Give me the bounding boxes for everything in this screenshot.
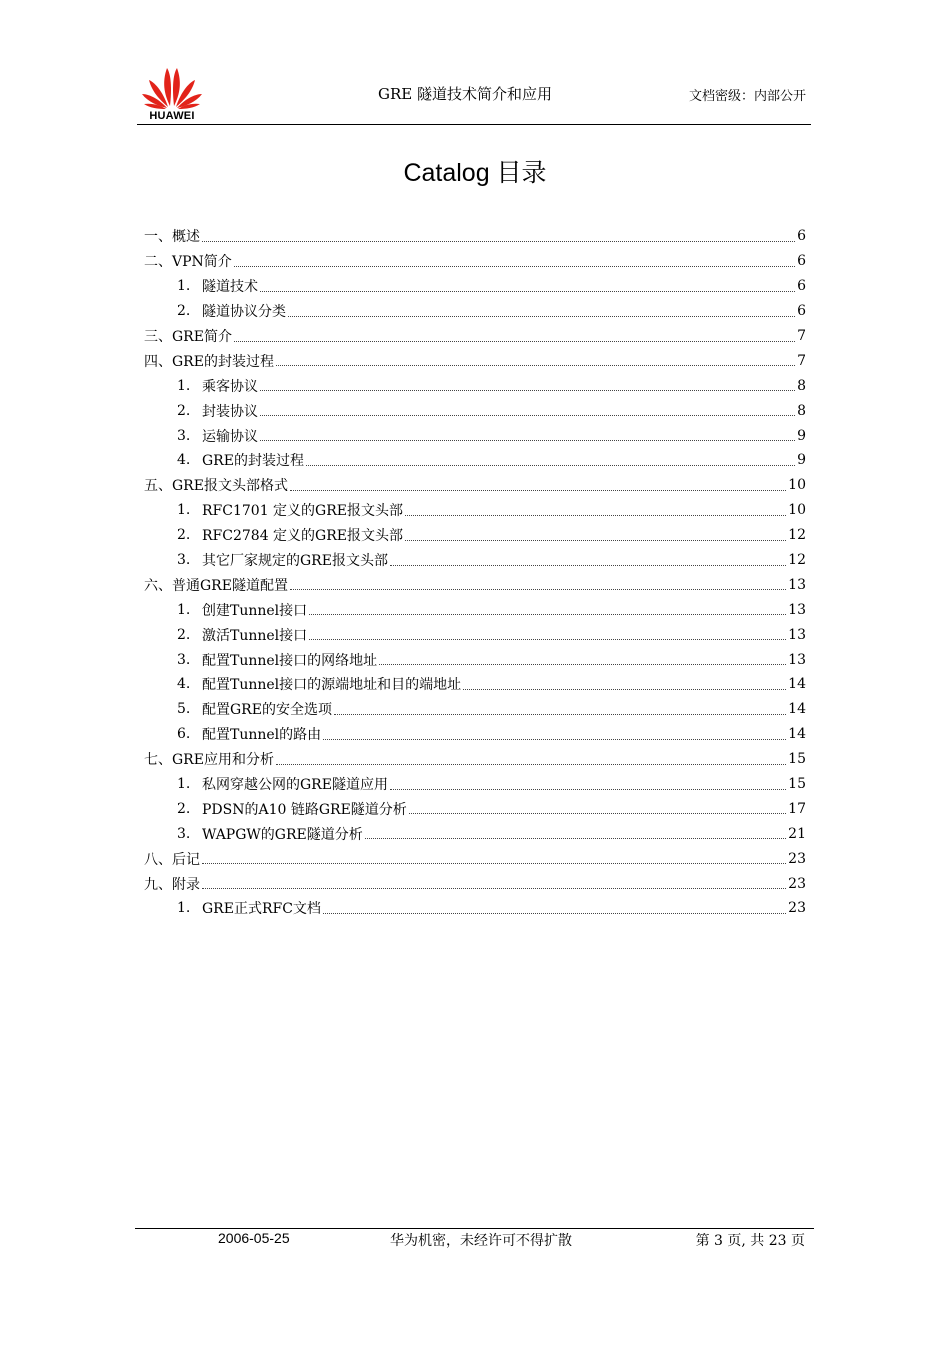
toc-entry-page: 12 (788, 552, 806, 569)
toc-entry[interactable] (144, 821, 806, 846)
classification-label: 文档密级：内部公开 (688, 89, 806, 104)
toc-entry-page: 14 (788, 726, 806, 743)
toc-entry-number: 2. (177, 402, 191, 419)
toc-entry[interactable] (144, 324, 806, 349)
toc-dot-leader (234, 266, 795, 267)
toc-entry-number: 1. (177, 776, 191, 793)
catalog-title: Catalog 目录 (403, 159, 547, 187)
toc-entry-page: 8 (797, 402, 806, 419)
toc-entry-title: 创建Tunnel接口 (202, 602, 308, 619)
logo-text: HUAWEI (149, 110, 195, 122)
toc-dot-leader (260, 390, 795, 391)
header-divider (137, 124, 811, 125)
toc-entry[interactable] (144, 523, 806, 548)
toc-entry-title: RFC2784 定义的GRE报文头部 (202, 528, 403, 545)
toc-dot-leader (288, 316, 795, 317)
toc-entry[interactable] (144, 498, 806, 523)
toc-entry[interactable] (144, 448, 806, 473)
toc-dot-leader (309, 614, 786, 615)
toc-dot-leader (306, 465, 795, 466)
toc-dot-leader (202, 863, 786, 864)
toc-entry[interactable] (144, 747, 806, 772)
toc-entry-page: 9 (797, 427, 806, 444)
toc-dot-leader (390, 789, 786, 790)
toc-entry-title: 三、GRE简介 (144, 329, 232, 345)
toc-entry-page: 13 (788, 601, 806, 618)
toc-entry-title: 隧道技术 (202, 279, 258, 296)
toc-entry[interactable] (144, 398, 806, 423)
toc-entry[interactable] (144, 871, 806, 896)
toc-entry-title: 封装协议 (202, 403, 258, 420)
toc-entry-page: 15 (788, 751, 806, 768)
toc-entry[interactable] (144, 423, 806, 448)
toc-entry-page: 10 (788, 502, 806, 519)
toc-entry-page: 9 (797, 452, 806, 469)
toc-entry-title: 六、普通GRE隧道配置 (144, 577, 288, 594)
toc-entry[interactable] (144, 274, 806, 299)
toc-dot-leader (323, 913, 786, 914)
toc-entry-number: 4. (177, 452, 191, 469)
toc-entry-page: 7 (797, 352, 806, 369)
toc-entry-title: 配置Tunnel接口的源端地址和目的端地址 (202, 677, 462, 694)
toc-entry-number: 2. (177, 626, 191, 643)
toc-entry-title: 一、概述 (144, 229, 200, 246)
toc-entry-title: 隧道协议分类 (202, 304, 286, 321)
toc-entry-number: 6. (177, 726, 191, 743)
toc-entry-title: 配置Tunnel的路由 (202, 727, 322, 744)
toc-entry-title: 二、VPN简介 (144, 254, 232, 271)
toc-dot-leader (260, 415, 795, 416)
toc-dot-leader (463, 689, 786, 690)
toc-entry[interactable] (144, 249, 806, 274)
toc-entry[interactable] (144, 896, 806, 921)
toc-entry[interactable] (144, 772, 806, 797)
toc-entry-title: 五、GRE报文头部格式 (144, 478, 288, 495)
toc-entry-page: 23 (788, 875, 806, 892)
toc-entry[interactable] (144, 473, 806, 498)
toc-entry-number: 3. (177, 552, 191, 569)
toc-dot-leader (260, 291, 795, 292)
toc-entry-number: 2. (177, 527, 191, 544)
toc-dot-leader (390, 565, 786, 566)
toc-entry-title: 乘客协议 (202, 378, 258, 395)
toc-entry-title: 七、GRE应用和分析 (144, 752, 274, 769)
toc-entry-page: 7 (797, 328, 806, 344)
toc-entry-number: 1. (177, 278, 191, 295)
toc-entry[interactable] (144, 224, 806, 249)
huawei-flower-icon (140, 64, 204, 110)
toc-entry[interactable] (144, 597, 806, 622)
toc-dot-leader (405, 540, 786, 541)
toc-entry-title: 激活Tunnel接口 (202, 627, 308, 644)
toc-entry-number: 4. (177, 676, 191, 693)
toc-dot-leader (260, 440, 795, 441)
toc-dot-leader (334, 714, 786, 715)
toc-entry-title: 配置GRE的安全选项 (202, 702, 332, 719)
toc-entry-number: 1. (177, 601, 191, 618)
toc-entry-page: 14 (788, 676, 806, 693)
toc-dot-leader (323, 739, 786, 740)
toc-dot-leader (405, 515, 786, 516)
toc-entry-page: 6 (797, 278, 806, 295)
toc-entry-page: 23 (788, 900, 806, 917)
toc-entry-page: 15 (788, 776, 806, 793)
toc-entry-number: 2. (177, 303, 191, 320)
toc-dot-leader (202, 888, 786, 889)
toc-entry[interactable] (144, 647, 806, 672)
toc-entry-page: 17 (788, 800, 806, 817)
table-of-contents (144, 224, 806, 921)
toc-dot-leader (276, 365, 795, 366)
toc-entry-title: 私网穿越公网的GRE隧道应用 (202, 777, 388, 794)
toc-dot-leader (379, 664, 786, 665)
toc-entry-page: 12 (788, 527, 806, 544)
toc-entry-title: 运输协议 (202, 428, 258, 445)
toc-entry-title: WAPGW的GRE隧道分析 (202, 826, 363, 843)
toc-entry-page: 13 (788, 626, 806, 643)
toc-entry-title: 其它厂家规定的GRE报文头部 (202, 553, 388, 570)
toc-entry-number: 1. (177, 900, 191, 917)
toc-entry-title: GRE正式RFC文档 (202, 901, 321, 918)
toc-entry-page: 6 (797, 303, 806, 320)
toc-entry-number: 5. (177, 701, 191, 718)
toc-entry[interactable] (144, 373, 806, 398)
toc-entry[interactable] (144, 697, 806, 722)
toc-dot-leader (290, 589, 786, 590)
toc-entry-page: 10 (788, 477, 806, 494)
toc-entry-title: RFC1701 定义的GRE报文头部 (202, 503, 403, 520)
toc-entry[interactable] (144, 722, 806, 747)
toc-entry-number: 3. (177, 651, 191, 668)
toc-entry[interactable] (144, 299, 806, 324)
toc-entry[interactable] (144, 796, 806, 821)
toc-entry[interactable] (144, 348, 806, 373)
toc-entry-title: 九、附录 (144, 876, 200, 893)
toc-dot-leader (290, 490, 786, 491)
footer-confidential: 华为机密，未经许可不得扩散 (390, 1233, 572, 1249)
toc-entry-page: 23 (788, 850, 806, 867)
toc-entry-page: 14 (788, 701, 806, 718)
toc-entry[interactable] (144, 572, 806, 597)
document-title: GRE 隧道技术简介和应用 (378, 85, 552, 103)
toc-dot-leader (234, 341, 795, 342)
toc-dot-leader (365, 838, 786, 839)
toc-entry-title: GRE的封装过程 (202, 453, 304, 470)
footer-page-info: 第 3 页, 共 23 页 (695, 1233, 805, 1249)
toc-entry[interactable] (144, 846, 806, 871)
footer-date: 2006-05-25 (218, 1230, 290, 1246)
toc-entry-title: 配置Tunnel接口的网络地址 (202, 652, 378, 669)
toc-entry-number: 3. (177, 427, 191, 444)
toc-entry-page: 6 (797, 253, 806, 270)
toc-entry-page: 21 (788, 825, 806, 842)
toc-dot-leader (409, 813, 786, 814)
toc-entry-title: PDSN的A10 链路GRE隧道分析 (202, 801, 407, 818)
toc-dot-leader (202, 241, 795, 242)
toc-entry-page: 13 (788, 651, 806, 668)
toc-entry-page: 13 (788, 576, 806, 593)
toc-entry-number: 2. (177, 800, 191, 817)
toc-entry-number: 3. (177, 825, 191, 842)
toc-entry-title: 八、后记 (144, 851, 200, 868)
toc-dot-leader (276, 764, 786, 765)
toc-entry[interactable] (144, 548, 806, 573)
footer-divider (135, 1228, 814, 1229)
huawei-logo (140, 64, 204, 122)
toc-entry-number: 1. (177, 377, 191, 394)
toc-dot-leader (309, 639, 786, 640)
toc-entry-page: 8 (797, 377, 806, 394)
toc-entry-page: 6 (797, 228, 806, 245)
toc-entry[interactable] (144, 672, 806, 697)
toc-entry[interactable] (144, 622, 806, 647)
toc-entry-number: 1. (177, 502, 191, 519)
toc-entry-title: 四、GRE的封装过程 (144, 353, 274, 370)
